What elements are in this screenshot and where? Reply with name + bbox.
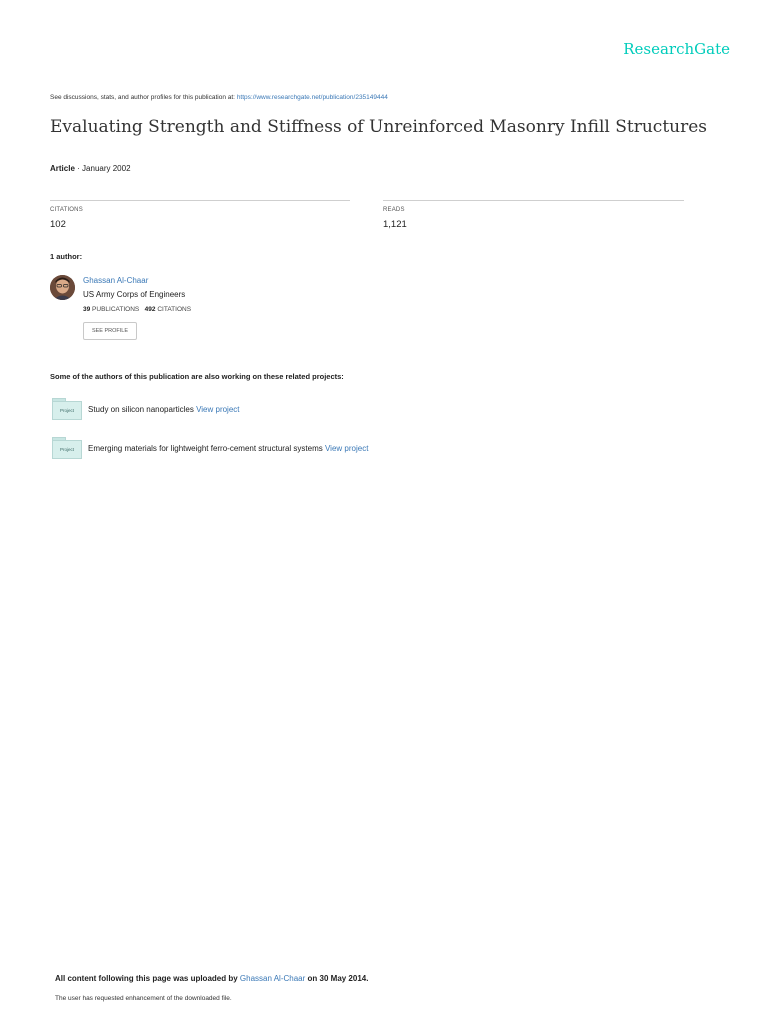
project-icon-label: Project: [52, 401, 82, 420]
project-item: [88, 405, 240, 414]
author-citations-label: CITATIONS: [157, 306, 192, 313]
upload-note: [55, 974, 368, 983]
discussion-note: [50, 94, 388, 101]
uploader-link[interactable]: Ghassan Al-Chaar: [239, 974, 306, 983]
project-folder-icon[interactable]: [52, 437, 82, 459]
author-publications-label: PUBLICATIONS: [92, 306, 140, 313]
author-avatar[interactable]: [50, 275, 75, 300]
related-projects-heading: Some of the authors of this publication are also working on these related projects:: [50, 372, 344, 381]
see-profile-button[interactable]: SEE PROFILE: [83, 322, 137, 340]
project-title: Emerging materials for lightweight ferro-cement structural systems: [88, 444, 323, 453]
researchgate-logo[interactable]: ResearchGate: [623, 40, 730, 58]
publication-date: January 2002: [82, 164, 131, 173]
reads-label: READS: [383, 207, 405, 213]
enhancement-note: The user has requested enhancement of the downloaded file.: [55, 995, 232, 1002]
author-citations-count: 492: [144, 306, 156, 313]
view-project-link[interactable]: View project: [324, 444, 369, 453]
project-title: Study on silicon nanoparticles: [88, 405, 194, 414]
publication-title: Evaluating Strength and Stiffness of Unreinforced Masonry Infill Structures: [50, 117, 708, 137]
view-project-link[interactable]: View project: [196, 405, 240, 414]
author-publications-count: 39: [83, 306, 91, 313]
project-folder-icon[interactable]: [52, 398, 82, 420]
upload-note-suffix: on 30 May 2014.: [307, 974, 369, 983]
publication-url-link[interactable]: https://www.researchgate.net/publication/235149444: [236, 94, 388, 101]
project-icon-label: Project: [52, 440, 82, 459]
reads-divider: [383, 200, 684, 201]
avatar-portrait-icon: [50, 275, 75, 300]
authors-heading: 1 author:: [50, 252, 83, 261]
meta-separator: ·: [77, 164, 80, 173]
author-stats: [83, 306, 191, 313]
author-institution: US Army Corps of Engineers: [83, 290, 186, 299]
publication-meta: [50, 164, 131, 173]
publication-type: Article: [50, 164, 75, 173]
citations-divider: [50, 200, 350, 201]
upload-note-prefix: All content following this page was uploaded by: [55, 974, 238, 983]
citations-label: CITATIONS: [50, 207, 83, 213]
author-name-link[interactable]: Ghassan Al-Chaar: [83, 276, 149, 285]
reads-value: 1,121: [383, 219, 407, 230]
citations-value: 102: [50, 219, 66, 230]
discussion-note-text: See discussions, stats, and author profiles for this publication at:: [50, 94, 235, 101]
project-item: [88, 444, 368, 453]
